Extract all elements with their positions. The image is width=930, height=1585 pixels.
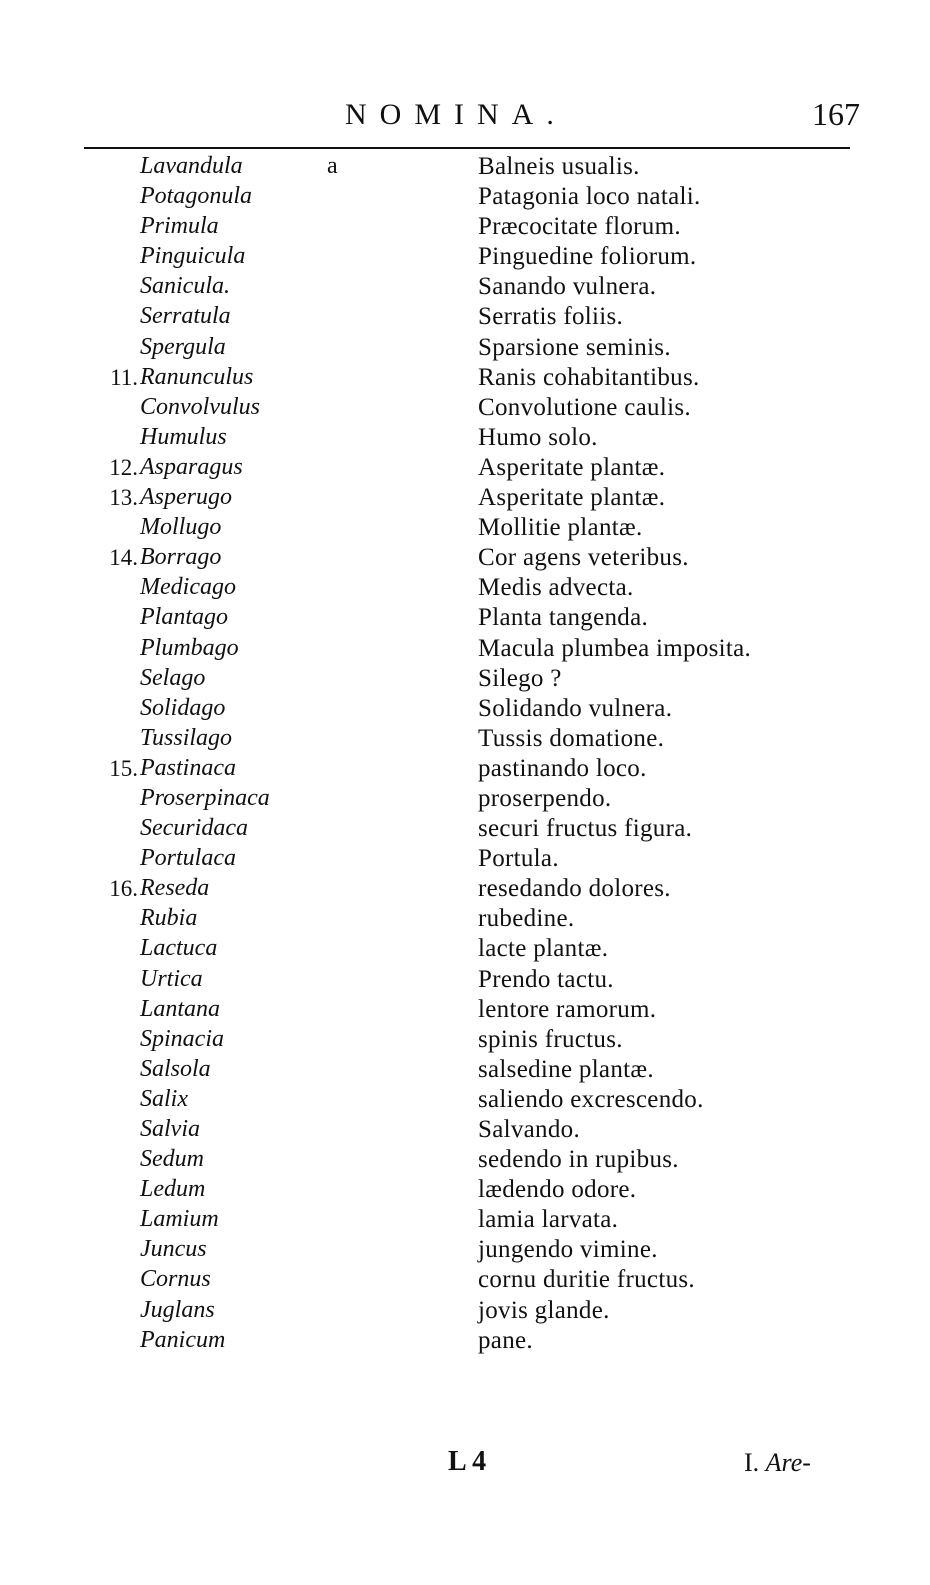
catchword-word: Are-: [765, 1448, 811, 1477]
entry-row: [0, 182, 930, 212]
entry-row: [0, 543, 930, 573]
entry-row: [0, 483, 930, 513]
genus-name: Primula: [140, 213, 219, 240]
entry-row: [0, 393, 930, 423]
etymology-text: proserpendo.: [478, 784, 612, 812]
genus-name: Spinacia: [140, 1025, 224, 1052]
genus-name: Juglans: [140, 1296, 215, 1323]
etymology-text: Convolutione caulis.: [478, 393, 691, 421]
etymology-text: Cor agens veteribus.: [478, 544, 689, 572]
genus-name: Solidago: [140, 694, 226, 721]
genus-name: Selago: [140, 664, 206, 691]
genus-name: Salsola: [140, 1055, 211, 1082]
genus-name: Humulus: [140, 423, 227, 450]
entry-row: [0, 1145, 930, 1175]
entry-row: [0, 814, 930, 844]
entry-number: 12.: [109, 454, 138, 480]
genus-name: Reseda: [140, 875, 210, 902]
etymology-text: Sanando vulnera.: [478, 273, 657, 301]
etymology-text: Planta tangenda.: [478, 604, 649, 632]
etymology-text: Patagonia loco natali.: [478, 183, 701, 211]
entry-row: [0, 1235, 930, 1265]
genus-name: Potagonula: [140, 183, 252, 210]
genus-name: Sedum: [140, 1146, 204, 1173]
etymology-text: Macula plumbea imposita.: [478, 634, 752, 662]
entry-row: [0, 272, 930, 302]
entry-row: [0, 1055, 930, 1085]
entry-row: [0, 664, 930, 694]
entry-row: [0, 603, 930, 633]
entry-number: 11.: [110, 364, 138, 390]
etymology-text: Balneis usualis.: [478, 153, 640, 180]
catchword: [744, 1448, 811, 1478]
etymology-text: Sparsione seminis.: [478, 333, 671, 361]
entry-row: [0, 694, 930, 724]
entry-row: [0, 242, 930, 272]
entry-row: [0, 844, 930, 874]
etymology-text: lamia larvata.: [478, 1206, 619, 1234]
etymology-text: Solidando vulnera.: [478, 694, 673, 722]
genus-name: Asperugo: [140, 484, 232, 511]
genus-name: Ledum: [140, 1176, 206, 1203]
etymology-text: Mollitie plantæ.: [478, 514, 643, 542]
etymology-text: saliendo excrescendo.: [478, 1085, 704, 1113]
entry-row: [0, 453, 930, 483]
entry-row: [0, 513, 930, 543]
etymology-text: pastinando loco.: [478, 754, 647, 782]
etymology-text: jovis glande.: [478, 1296, 610, 1324]
entry-number: 13.: [109, 485, 138, 511]
entry-row: [0, 573, 930, 603]
genus-name: Spergula: [140, 333, 226, 360]
entry-row: [0, 212, 930, 242]
genus-name: Borrago: [140, 544, 222, 571]
etymology-text: Medis advecta.: [478, 574, 634, 602]
etymology-text: Asperitate plantæ.: [478, 484, 666, 512]
etymology-text: Portula.: [478, 845, 559, 873]
etymology-text: securi fructus figura.: [478, 815, 693, 843]
etymology-text: jungendo vimine.: [478, 1236, 658, 1264]
genus-name: Sanicula.: [140, 273, 230, 300]
header-rule: [84, 147, 850, 149]
entry-row: [0, 1326, 930, 1356]
entry-row: [0, 1265, 930, 1295]
entry-row: [0, 1025, 930, 1055]
etymology-text: cornu duritie fructus.: [478, 1266, 695, 1294]
etymology-text: Humo solo.: [478, 423, 598, 451]
genus-name: Securidaca: [140, 815, 248, 842]
entry-row: [0, 724, 930, 754]
entry-row: [0, 965, 930, 995]
genus-name: Panicum: [140, 1326, 226, 1353]
genus-name: Portulaca: [140, 845, 236, 872]
entry-list: [0, 152, 930, 1356]
etymology-text: Serratis foliis.: [478, 303, 624, 331]
genus-name: Lactuca: [140, 935, 218, 962]
etymology-text: lentore ramorum.: [478, 995, 657, 1023]
entry-number: 15.: [109, 755, 138, 781]
genus-name: Plumbago: [140, 634, 239, 661]
genus-name: Tussilago: [140, 724, 233, 751]
genus-name: Ranunculus: [140, 363, 254, 390]
genus-name: Urtica: [140, 965, 203, 992]
entry-row: [0, 754, 930, 784]
entry-row: [0, 634, 930, 664]
genus-name: Salix: [140, 1085, 188, 1112]
etymology-text: Asperitate plantæ.: [478, 453, 666, 481]
entry-row: [0, 995, 930, 1025]
etymology-text: Silego ?: [478, 664, 562, 692]
genus-name: Lamium: [140, 1206, 219, 1233]
entry-row: [0, 423, 930, 453]
etymology-text: Tussis domatione.: [478, 724, 665, 752]
entry-row: [0, 904, 930, 934]
entry-row: [0, 333, 930, 363]
entry-row: [0, 1085, 930, 1115]
etymology-text: resedando dolores.: [478, 875, 671, 903]
entry-row: [0, 1205, 930, 1235]
genus-name: Lantana: [140, 995, 221, 1022]
etymology-text: lacte plantæ.: [478, 935, 609, 963]
etymology-text: Præcocitate florum.: [478, 213, 681, 241]
genus-name: Serratula: [140, 303, 231, 330]
entry-number: 14.: [109, 545, 138, 571]
genus-name: Juncus: [140, 1236, 207, 1263]
catchword-number: I.: [744, 1448, 760, 1477]
etymology-text: Pinguedine foliorum.: [478, 243, 697, 271]
etymology-text: lædendo odore.: [478, 1176, 637, 1204]
genus-name: Medicago: [140, 574, 236, 601]
etymology-text: salsedine plantæ.: [478, 1055, 654, 1083]
entry-number: 16.: [109, 876, 138, 902]
genus-name: Asparagus: [140, 453, 243, 480]
genus-name: Mollugo: [140, 514, 222, 541]
etymology-text: Ranis cohabitantibus.: [478, 363, 700, 391]
running-head: NOMINA.: [345, 98, 567, 131]
genus-name: Cornus: [140, 1266, 211, 1293]
page-number: 167: [812, 96, 860, 132]
genus-name: Pastinaca: [140, 754, 236, 781]
footnote-marker: a: [327, 153, 338, 179]
genus-name: Proserpinaca: [140, 784, 270, 811]
genus-name: Convolvulus: [140, 393, 260, 420]
etymology-text: sedendo in rupibus.: [478, 1146, 679, 1174]
entry-row: [0, 1115, 930, 1145]
genus-name: Pinguicula: [140, 243, 246, 270]
genus-name: Salvia: [140, 1116, 200, 1142]
entry-row: [0, 1175, 930, 1205]
genus-name: Rubia: [140, 905, 198, 932]
etymology-text: spinis fructus.: [478, 1025, 623, 1053]
entry-row: [0, 302, 930, 332]
entry-row: [0, 784, 930, 814]
genus-name: Lavandula: [140, 153, 243, 179]
entry-row: [0, 152, 930, 182]
entry-row: [0, 363, 930, 393]
etymology-text: rubedine.: [478, 905, 575, 933]
entry-row: [0, 934, 930, 964]
etymology-text: Prendo tactu.: [478, 965, 614, 993]
entry-row: [0, 874, 930, 904]
entry-row: [0, 1296, 930, 1326]
etymology-text: Salvando.: [478, 1116, 580, 1143]
signature-mark: L 4: [448, 1446, 487, 1477]
genus-name: Plantago: [140, 604, 228, 631]
etymology-text: pane.: [478, 1326, 533, 1354]
